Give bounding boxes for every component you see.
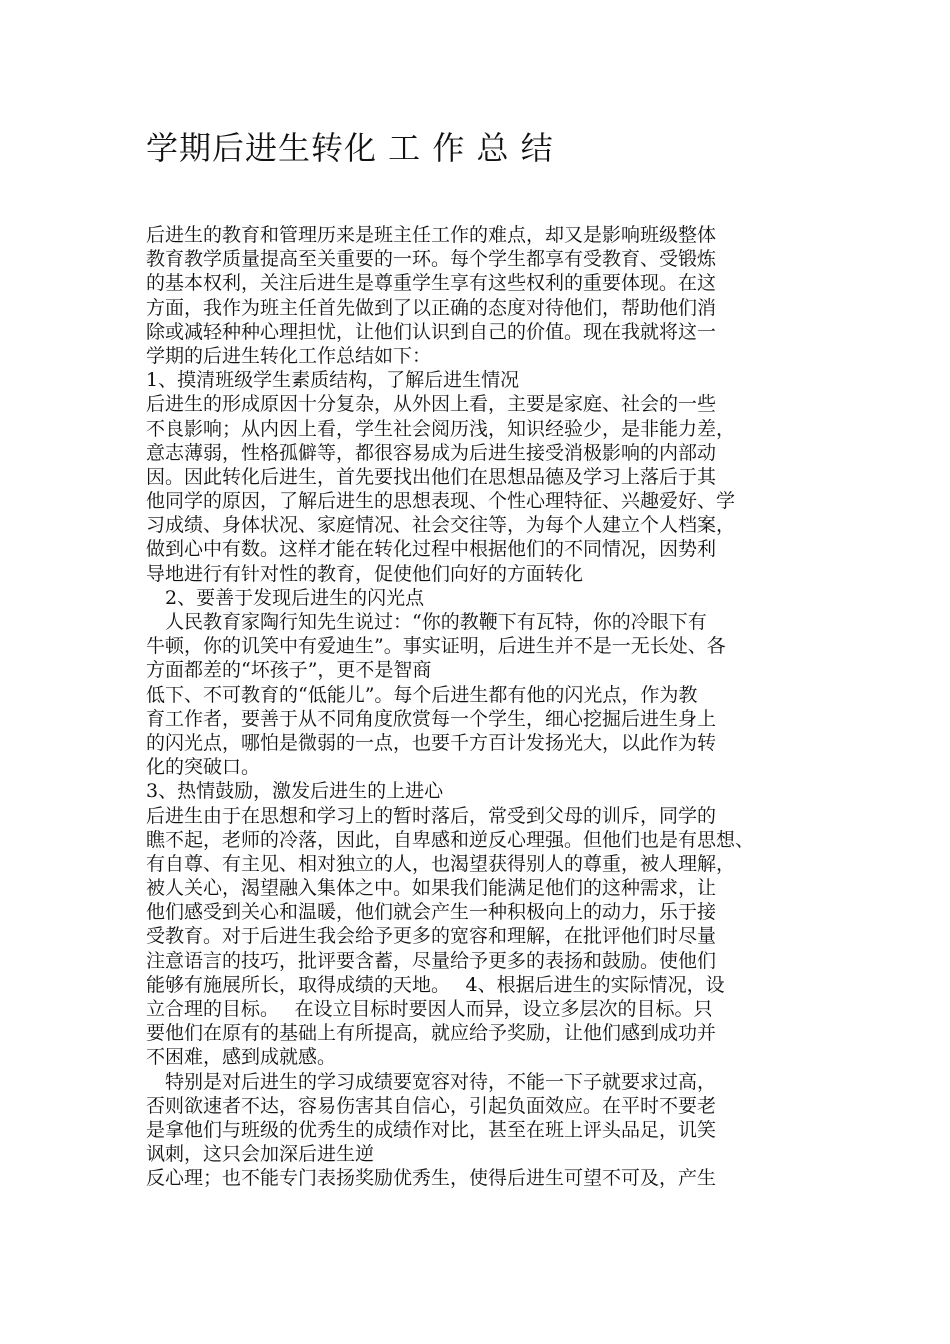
- text-line: 特别是对后进生的学习成绩要宽容对待，不能一下子就要求过高，: [146, 1070, 717, 1093]
- text-line: 被人关心，渴望融入集体之中。如果我们能满足他们的这种需求，让: [146, 877, 717, 900]
- text-line: 除或减轻种种心理担忧，让他们认识到自己的价值。现在我就将这一: [146, 320, 717, 343]
- text-line: 不良影响；从内因上看，学生社会阅历浅，知识经验少，是非能力差，: [146, 417, 736, 440]
- text-line: 化的突破口。: [146, 756, 261, 779]
- text-line: 讽刺，这只会加深后进生逆: [146, 1143, 375, 1166]
- text-line: 育工作者，要善于从不同角度欣赏每一个学生，细心挖掘后进生身上: [146, 707, 717, 730]
- text-line: 反心理；也不能专门表扬奖励优秀生，使得后进生可望不可及，产生: [146, 1167, 717, 1190]
- text-line: 方面都差的“坏孩子”，更不是智商: [146, 659, 432, 682]
- text-line: 受教育。对于后进生我会给予更多的宽容和理解，在批评他们时尽量: [146, 925, 717, 948]
- text-line: 他同学的原因，了解后进生的思想表现、个性心理特征、兴趣爱好、学: [146, 490, 736, 513]
- text-line: 教育教学质量提高至关重要的一环。每个学生都享有受教育、受锻炼: [146, 248, 717, 271]
- text-line: 要他们在原有的基础上有所提高，就应给予奖励，让他们感到成功并: [146, 1022, 717, 1045]
- text-line: 否则欲速者不达，容易伤害其自信心，引起负面效应。在平时不要老: [146, 1094, 717, 1117]
- text-line: 导地进行有针对性的教育，促使他们向好的方面转化: [146, 562, 584, 585]
- text-line: 的闪光点，哪怕是微弱的一点，也要千方百计发扬光大，以此作为转: [146, 731, 717, 754]
- text-line: 低下、不可教育的“低能儿”。每个后进生都有他的闪光点，作为教: [146, 683, 698, 706]
- text-line: 后进生的教育和管理历来是班主任工作的难点，却又是影响班级整体: [146, 224, 717, 246]
- text-line: 做到心中有数。这样才能在转化过程中根据他们的不同情况，因势利: [146, 538, 717, 561]
- document-body: [146, 223, 824, 1191]
- text-line: 牛顿，你的讥笑中有爱迪生”。事实证明，后进生并不是一无长处、各: [146, 635, 726, 658]
- text-line: 因。因此转化后进生，首先要找出他们在思想品德及学习上落后于其: [146, 465, 717, 488]
- text-line: 后进生由于在思想和学习上的暂时落后，常受到父母的训斥，同学的: [146, 804, 717, 827]
- text-line: 人民教育家陶行知先生说过：“你的教鞭下有瓦特，你的冷眼下有: [146, 611, 707, 633]
- text-line: 1、摸清班级学生素质结构，了解后进生情况: [146, 369, 520, 392]
- text-line: 不困难，感到成就感。: [146, 1046, 337, 1069]
- document-title: 学期后进生转化 工 作 总 结: [146, 129, 554, 167]
- text-line: 能够有施展所长，取得成绩的天地。 4、根据后进生的实际情况，设: [146, 973, 725, 996]
- text-line: 习成绩、身体状况、家庭情况、社会交往等，为每个人建立个人档案，: [146, 514, 736, 537]
- text-line: 方面，我作为班主任首先做到了以正确的态度对待他们，帮助他们消: [146, 296, 717, 319]
- text-line: 2、要善于发现后进生的闪光点: [146, 586, 425, 609]
- text-line: 学期的后进生转化工作总结如下：: [146, 344, 432, 367]
- text-line: 有自尊、有主见、相对独立的人，也渴望获得别人的尊重，被人理解，: [146, 852, 736, 875]
- text-line: 意志薄弱，性格孤僻等，都很容易成为后进生接受消极影响的内部动: [146, 441, 717, 464]
- text-line: 后进生的形成原因十分复杂，从外因上看，主要是家庭、社会的一些: [146, 393, 717, 416]
- text-line: 注意语言的技巧，批评要含蓄，尽量给予更多的表扬和鼓励。使他们: [146, 949, 717, 972]
- text-line: 3、热情鼓励，激发后进生的上进心: [146, 780, 444, 803]
- text-line: 的基本权利，关注后进生是尊重学生享有这些权利的重要体现。在这: [146, 272, 717, 295]
- text-line: 瞧不起，老师的冷落，因此，自卑感和逆反心理强。但他们也是有思想、: [146, 828, 755, 851]
- text-line: 他们感受到关心和温暖，他们就会产生一种积极向上的动力，乐于接: [146, 901, 717, 924]
- text-line: 立合理的目标。 在设立目标时要因人而异，设立多层次的目标。只: [146, 998, 713, 1020]
- text-line: 是拿他们与班级的优秀生的成绩作对比，甚至在班上评头品足，讥笑: [146, 1118, 717, 1141]
